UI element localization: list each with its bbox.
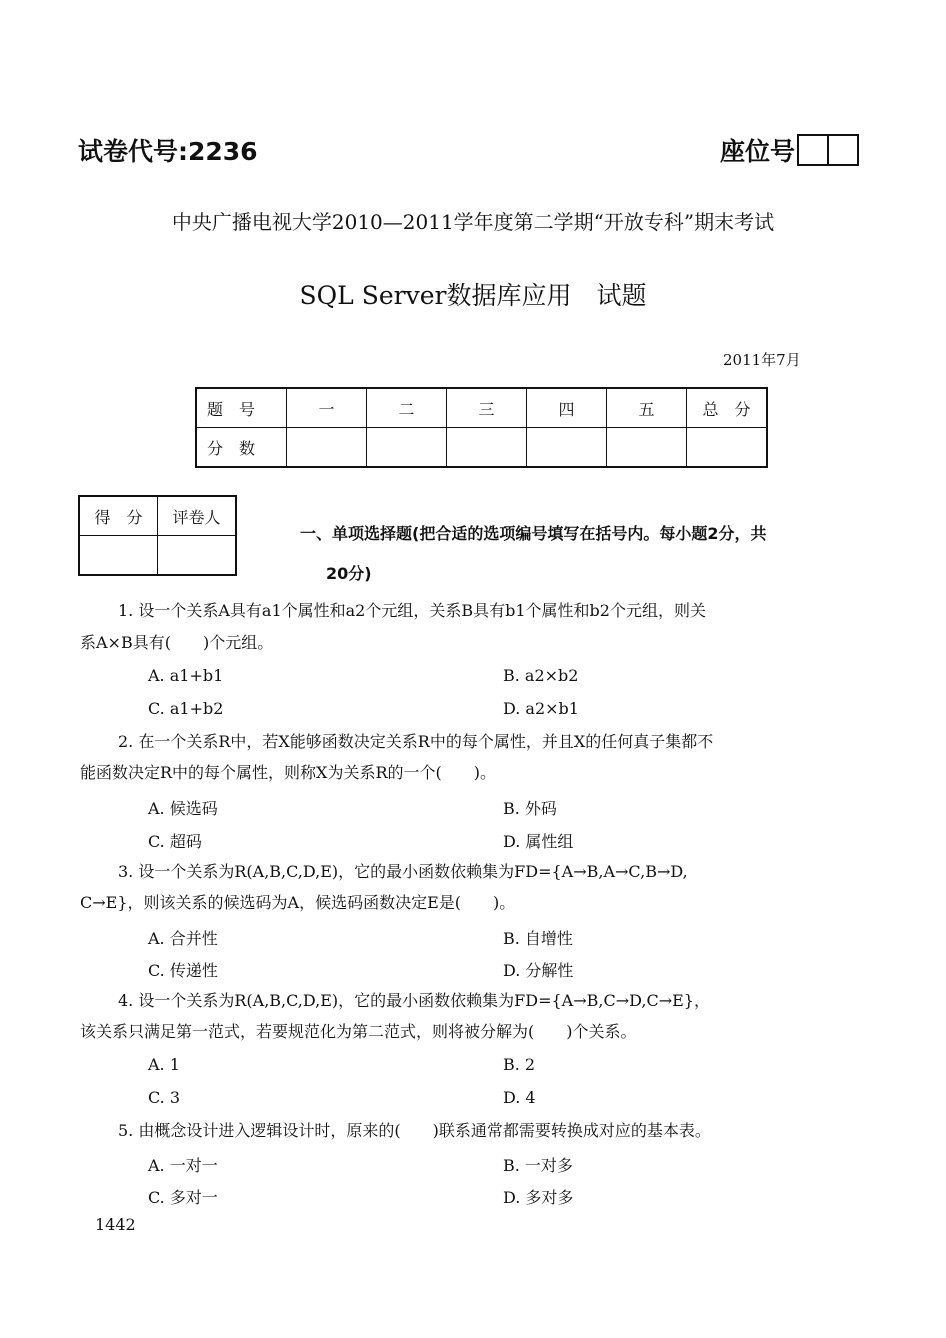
question-1-option-c[interactable]: C. a1+b2 <box>148 699 224 718</box>
score-row-label: 分 数 <box>196 428 287 468</box>
question-3-option-a[interactable]: A. 合并性 <box>148 929 218 948</box>
question-1-line-1: 1. 设一个关系A具有a1个属性和a2个元组，关系B具有b1个属性和b2个元组，则关 <box>118 601 706 620</box>
score-table-score-row <box>196 428 767 468</box>
score-table-header: 题 号 <box>196 388 287 428</box>
question-5-option-c[interactable]: C. 多对一 <box>148 1188 218 1207</box>
question-2-option-a[interactable]: A. 候选码 <box>148 799 218 818</box>
question-3-line-2: C→E}，则该关系的候选码为A，候选码函数决定E是( )。 <box>80 893 516 912</box>
page-number: 1442 <box>95 1215 136 1234</box>
grader-name-label: 评卷人 <box>158 496 237 536</box>
question-5-line-1: 5. 由概念设计进入逻辑设计时，原来的( )联系通常都需要转换成对应的基本表。 <box>118 1121 711 1140</box>
grader-score-cell[interactable] <box>79 536 158 576</box>
question-1-line-2: 系A×B具有( )个元组。 <box>80 633 274 652</box>
score-cell[interactable] <box>527 428 607 468</box>
score-table-header: 五 <box>607 388 687 428</box>
score-table-header-row <box>196 388 767 428</box>
question-5-option-a[interactable]: A. 一对一 <box>148 1156 218 1175</box>
score-cell[interactable] <box>367 428 447 468</box>
grader-score-label: 得 分 <box>79 496 158 536</box>
section-title-continued: 20分) <box>326 564 372 583</box>
exam-title: 中央广播电视大学2010—2011学年度第二学期“开放专科”期末考试 <box>171 210 775 234</box>
question-3-option-c[interactable]: C. 传递性 <box>148 961 218 980</box>
question-2-option-c[interactable]: C. 超码 <box>148 832 202 851</box>
question-5-option-d[interactable]: D. 多对多 <box>503 1188 574 1207</box>
question-2-line-2: 能函数决定R中的每个属性，则称X为关系R的一个( )。 <box>80 763 496 782</box>
score-table-header: 总 分 <box>687 388 768 428</box>
paper-code: 试卷代号:2236 <box>78 137 258 166</box>
question-4-line-2: 该关系只满足第一范式，若要规范化为第二范式，则将被分解为( )个关系。 <box>80 1022 637 1041</box>
question-4-option-b[interactable]: B. 2 <box>503 1055 536 1074</box>
section-title: 一、单项选择题(把合适的选项编号填写在括号内。每小题2分，共 <box>300 524 767 543</box>
question-1-option-d[interactable]: D. a2×b1 <box>503 699 579 718</box>
question-4-option-a[interactable]: A. 1 <box>148 1055 180 1074</box>
question-1-option-b[interactable]: B. a2×b2 <box>503 666 579 685</box>
question-3-line-1: 3. 设一个关系为R(A,B,C,D,E)，它的最小函数依赖集为FD={A→B,A→C,B→D, <box>118 862 688 881</box>
question-5-option-b[interactable]: B. 一对多 <box>503 1156 573 1175</box>
score-cell[interactable] <box>287 428 367 468</box>
question-4-line-1: 4. 设一个关系为R(A,B,C,D,E)，它的最小函数依赖集为FD={A→B,C→D,C→E}， <box>118 991 710 1010</box>
question-4-option-d[interactable]: D. 4 <box>503 1088 536 1107</box>
seat-number-boxes[interactable] <box>797 134 859 166</box>
question-3-option-d[interactable]: D. 分解性 <box>503 961 574 980</box>
question-2-option-b[interactable]: B. 外码 <box>503 799 557 818</box>
score-table <box>195 387 768 468</box>
question-2-option-d[interactable]: D. 属性组 <box>503 832 574 851</box>
seat-number-field <box>720 132 859 168</box>
question-1-option-a[interactable]: A. a1+b1 <box>148 666 224 685</box>
grader-table <box>78 495 237 576</box>
exam-date: 2011年7月 <box>723 351 801 369</box>
question-2-line-1: 2. 在一个关系R中，若X能够函数决定关系R中的每个属性，并且X的任何真子集都不 <box>118 732 714 751</box>
seat-number-label: 座位号 <box>720 137 796 166</box>
score-table-header: 二 <box>367 388 447 428</box>
paper-title: SQL Server数据库应用 试题 <box>299 281 647 310</box>
question-3-option-b[interactable]: B. 自增性 <box>503 929 573 948</box>
score-cell[interactable] <box>687 428 768 468</box>
score-table-header: 一 <box>287 388 367 428</box>
score-cell[interactable] <box>607 428 687 468</box>
grader-name-cell[interactable] <box>158 536 237 576</box>
score-table-header: 四 <box>527 388 607 428</box>
question-4-option-c[interactable]: C. 3 <box>148 1088 181 1107</box>
seat-box-2[interactable] <box>829 134 859 166</box>
seat-box-1[interactable] <box>797 134 829 166</box>
score-table-header: 三 <box>447 388 527 428</box>
score-cell[interactable] <box>447 428 527 468</box>
